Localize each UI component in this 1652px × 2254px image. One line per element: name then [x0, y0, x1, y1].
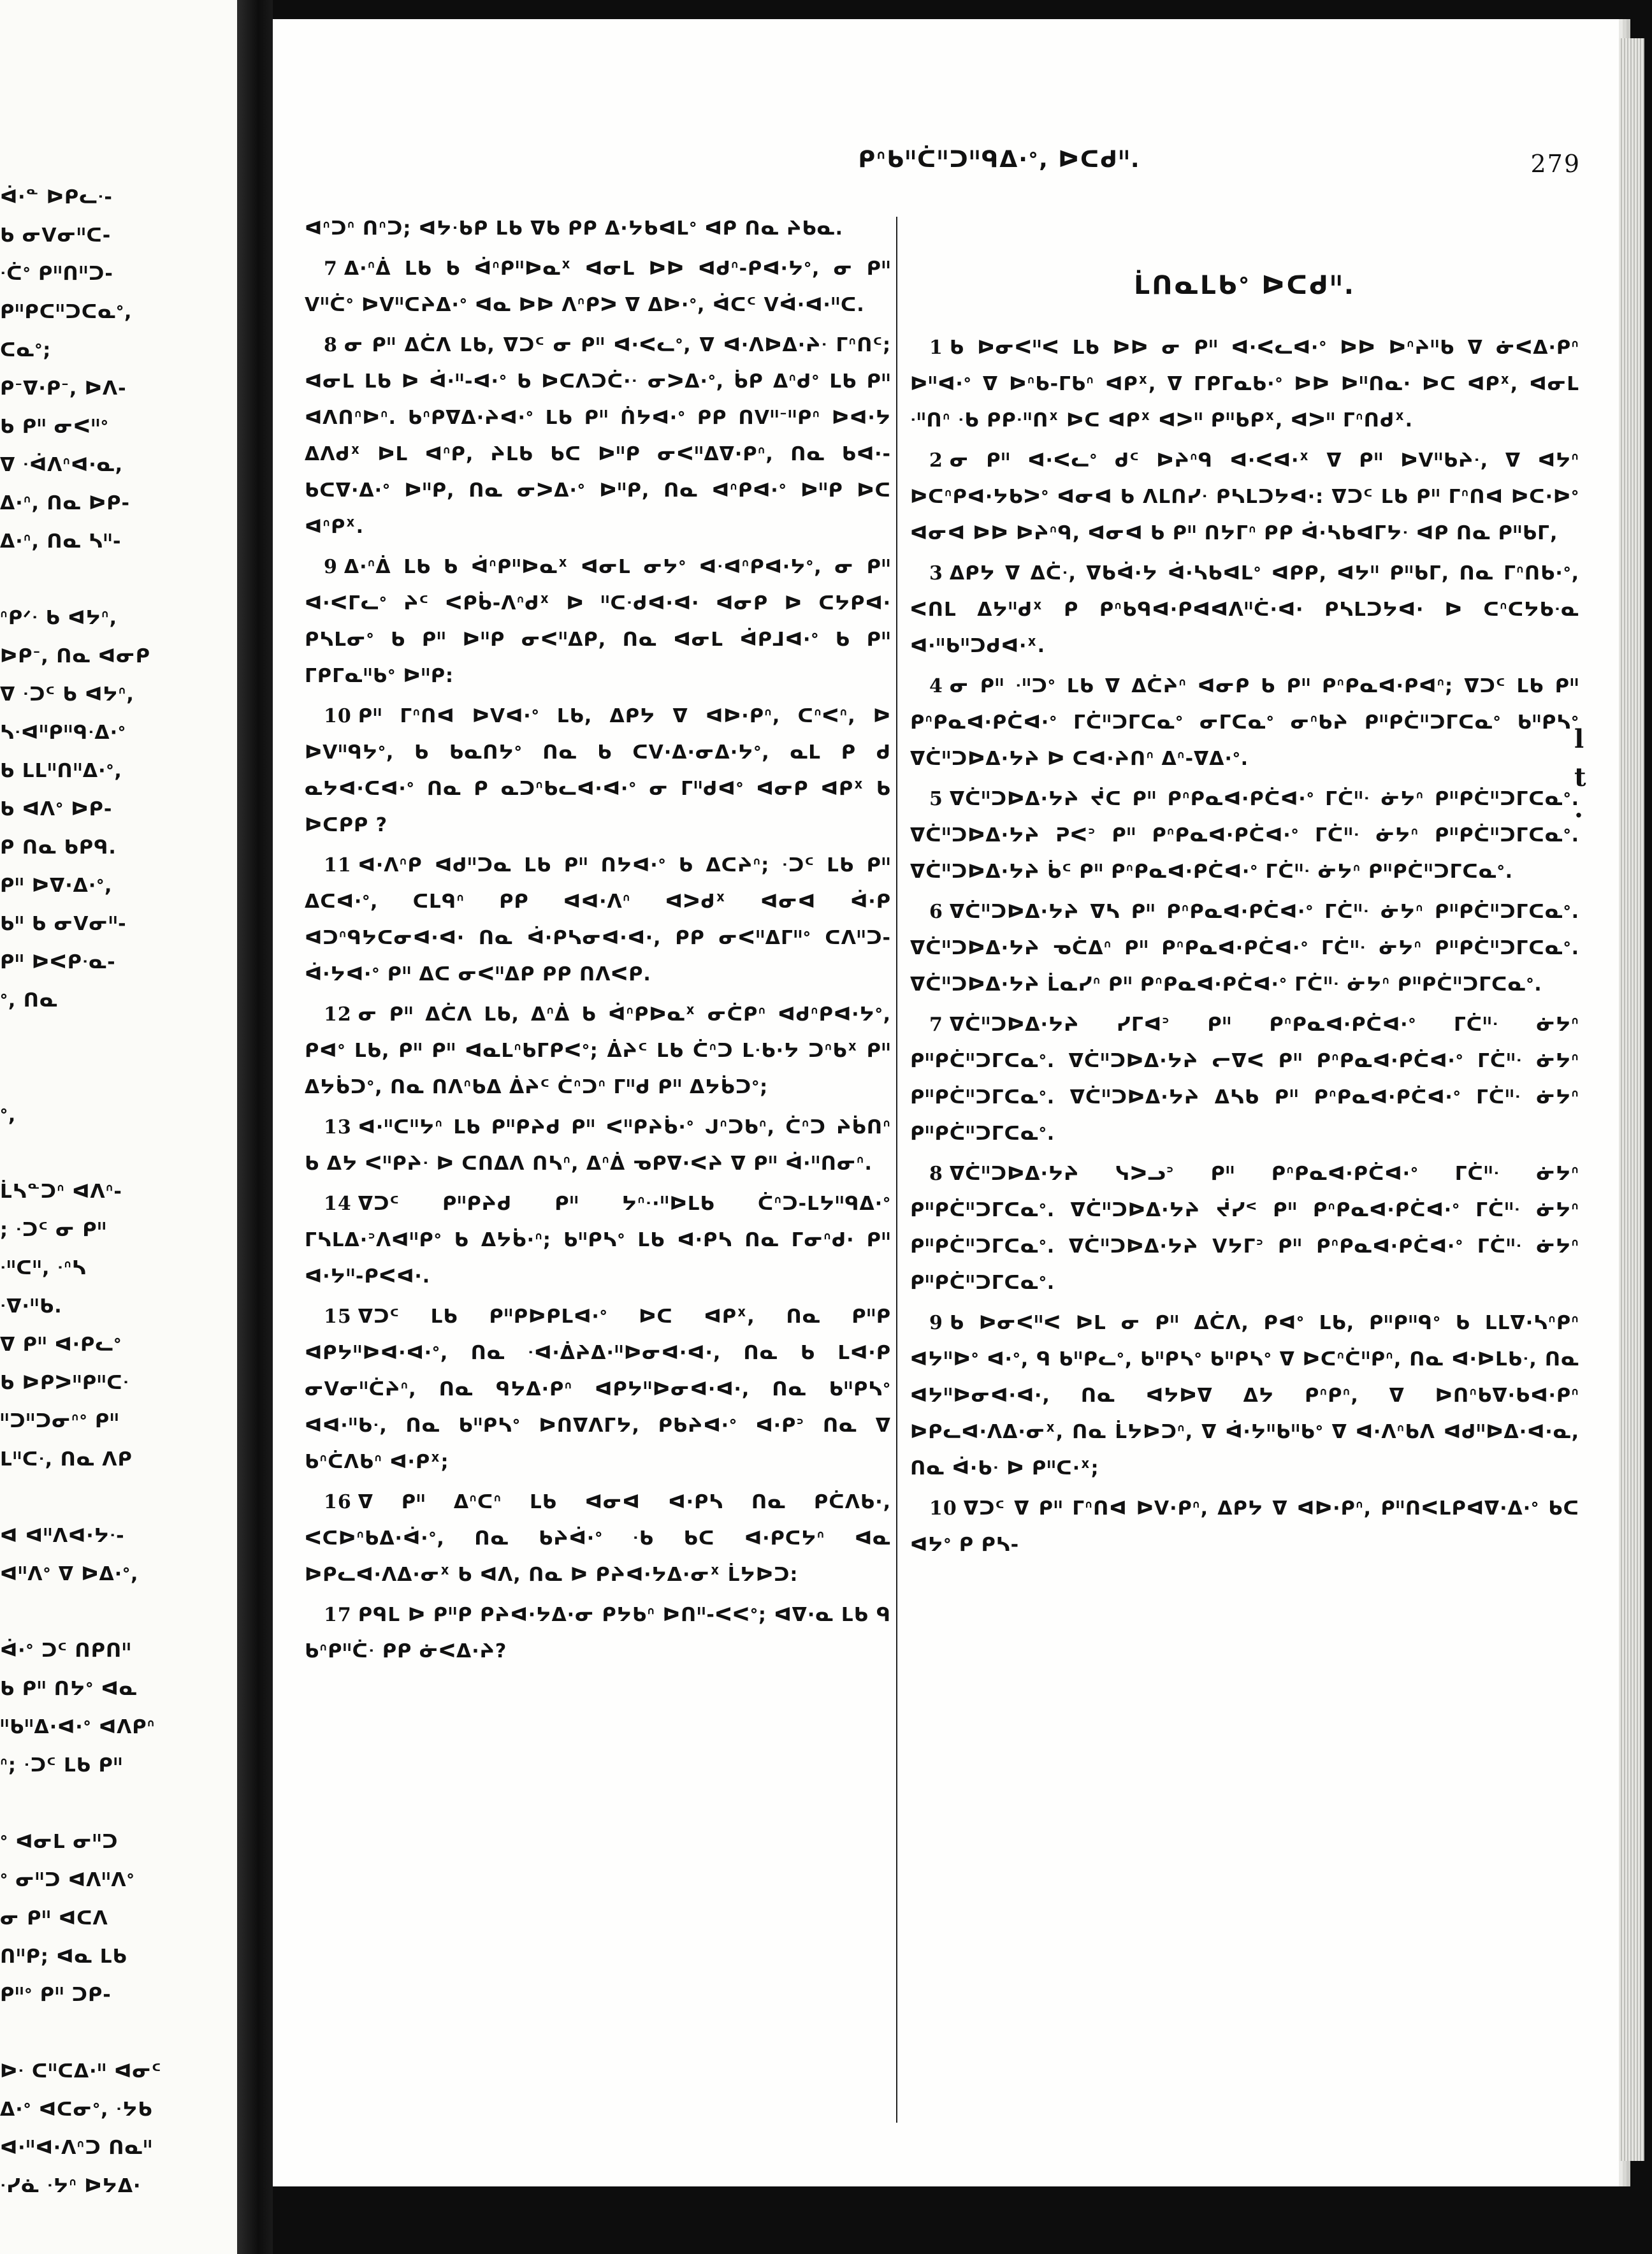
verse-text: ᐁᑖᐦᑐᐅᐃ·ᔭᔨ ᐁᓴ ᑭᐦ ᑭᐢᑭᓇᐊ·ᑭᑖᐊ·ᐤ ᒥᑖᐦᐧ ᓃᔭᐢ ᑭᐦᑭᑖᐦᑐᒥᑕᓇᐤ. ᐁᑖᐦᑐᐅᐃ·ᔭᔨ ᓀᑖᐃᐢ ᑭᐦ ᑭᐢᑭᓇᐊ·ᑭᑖᐊ·ᐤ ᒥᑖᐦᐧ ᓃᔭᐢ ᑭᐦᑭᑖᐦᑐᒥᑕᓇᐤ. ᐁᑖᐦᑐᐅᐃ·ᔭᔨ ᒫᓇᓯᐢ ᑭᐦ ᑭᐢᑭᓇᐊ·ᑭᑖᐊ·ᐤ ᒥᑖᐦᐧ ᓃᔭᐢ ᑭᐦᑭᑖᐦᑐᒥᑕᓇᐤ. — [910, 901, 1579, 996]
verse — [910, 781, 1579, 890]
facing-page-line — [0, 561, 237, 599]
facing-page-line: ᐁ ᑭᐦ ᐊ·ᑭᓚᐤ — [0, 1334, 122, 1356]
verse — [305, 1484, 891, 1593]
verse-number: 16 — [324, 1491, 352, 1513]
facing-page-line: ᐁ ᐧᐋᐱᐢᐊ·ᓇ, — [0, 454, 124, 476]
verse — [910, 1305, 1579, 1487]
facing-page-text — [0, 178, 237, 2206]
column-divider — [896, 217, 897, 2123]
facing-page-line: ᒫᓴᓐᑐᐢ ᐊᐱᐢ- — [0, 1181, 122, 1203]
verse — [305, 698, 891, 843]
verse-number: 11 — [324, 854, 352, 876]
verse — [910, 894, 1579, 1003]
facing-page-line: ᐅᐧ ᑕᐦᑕᐃ·ᐦ ᐊᓂᑦ — [0, 2060, 162, 2083]
verse-text: ᐃ·ᐢᐄ ᒪᑲ ᑲ ᐋᐢᑭᐦᐅᓇᕽ ᐊᓂᒪ ᐅᐅ ᐊᑯᐢ-ᑭᐊ·ᔭᐤ, ᓂ ᑭᐦ ᐯᐦᑖᐤ ᐅᐯᐦᑕᔨᐃ·ᐤ ᐊᓇ ᐅᐅ ᐱᐢᑭᐳ ᐁ ᐃᐅ·ᐤ, ᐋᑕᑦ ᐯᐋ·ᐊ·ᐦᑕ. — [305, 258, 891, 316]
verse-number: 1 — [929, 337, 943, 359]
facing-page-line: ᐤ ᐊᓂᒪ ᓂᐦᑐ — [0, 1831, 119, 1853]
verse-text: ᓂ ᑭᐦ ᐃᑖᐱ ᒪᑲ, ᐃᐢᐄ ᑲ ᐋᐢᑭᐅᓇᕽ ᓂᑖᑭᐢ ᐊᑯᐢᑭᐊ·ᔭᐤ, ᑭᐊᐤ ᒪᑲ, ᑭᐦ ᑭᐦ ᐊᓇᒪᐢᑲᒥᑭᐸᐤ; ᐄᔨᑦ ᒪᑲ ᑖᐢᑐ ᒪᐧᑲ·ᔭ ᑐᐢᑲᕽ ᑭᐦ ᐃᔭᑳᑐᐤ, ᑎᓇ ᑎᐱᐢᑲᐃ ᐄᔨᑦ ᑖᐢᑐᐢ ᒥᐦᑯ ᑭᐦ ᐃᔭᑳᑐᐤ; — [305, 1003, 891, 1098]
verse — [910, 1490, 1579, 1563]
verse-text: ᐁᑖᐦᑐᐅᐃ·ᔭᔨ ᓯᒥᐊᐣ ᑭᐦ ᑭᐢᑭᓇᐊ·ᑭᑖᐊ·ᐤ ᒥᑖᐦᐧ ᓃᔭᐢ ᑭᐦᑭᑖᐦᑐᒥᑕᓇᐤ. ᐁᑖᐦᑐᐅᐃ·ᔭᔨ ᓕᐁᐸ ᑭᐦ ᑭᐢᑭᓇᐊ·ᑭᑖᐊ·ᐤ ᒥᑖᐦᐧ ᓃᔭᐢ ᑭᐦᑭᑖᐦᑐᒥᑕᓇᐤ. ᐁᑖᐦᑐᐅᐃ·ᔭᔨ ᐃᓴᑲ ᑭᐦ ᑭᐢᑭᓇᐊ·ᑭᑖᐊ·ᐤ ᒥᑖᐦᐧ ᓃᔭᐢ ᑭᐦᑭᑖᐦᑐᒥᑕᓇᐤ. — [910, 1014, 1579, 1145]
margin-mark: l — [1574, 724, 1584, 754]
facing-page-line: ᑭᐦ ᐅᐸᑭᐧᓇ- — [0, 951, 116, 973]
right-verses — [910, 330, 1579, 1563]
verse-text: ᐁᑖᐦᑐᐅᐃ·ᔭᔨ ᓭᐳᓗᐣ ᑭᐦ ᑭᐢᑭᓇᐊ·ᑭᑖᐊ·ᐤ ᒥᑖᐦᐧ ᓃᔭᐢ ᑭᐦᑭᑖᐦᑐᒥᑕᓇᐤ. ᐁᑖᐦᑐᐅᐃ·ᔭᔨ ᔫᓯᑉ ᑭᐦ ᑭᐢᑭᓇᐊ·ᑭᑖᐊ·ᐤ ᒥᑖᐦᐧ ᓃᔭᐢ ᑭᐦᑭᑖᐦᑐᒥᑕᓇᐤ. ᐁᑖᐦᑐᐅᐃ·ᔭᔨ ᐯᔭᒥᐣ ᑭᐦ ᑭᐢᑭᓇᐊ·ᑭᑖᐊ·ᐤ ᒥᑖᐦᐧ ᓃᔭᐢ ᑭᐦᑭᑖᐦᑐᒥᑕᓇᐤ. — [910, 1163, 1579, 1294]
running-head: ᑭᐢᑲᐦᑖᐦᑐᐦᑫᐃ·ᐤ, ᐅᑕᑯᐦ. — [858, 147, 1141, 173]
verse-number: 2 — [929, 449, 943, 472]
verse-text: ᐊ·ᐦᑕᐦᔭᐢ ᒪᑲ ᑭᐦᑭᔨᑯ ᑭᐦ ᐸᐦᑭᔨᑳ·ᐤ ᒍᐢᑐᑲᐢ, ᑖᐢᑐ ᔨᑳᑎᐢ ᑲ ᐃᔭ ᐸᐦᑭᔨᐧ ᐅ ᑕᑎᐃᐱ ᑎᓴᐢ, ᐃᐢᐄ ᓀᑭᐁ·ᐸᔨ ᐁ ᑭᐦ ᐋ·ᐦᑎᓂᐢ. — [305, 1116, 891, 1175]
facing-page-line: ᐁ ᐧᑐᑦ ᑲ ᐊᔭᐢ, — [0, 683, 134, 706]
verse — [910, 1007, 1579, 1152]
verse-number: 13 — [324, 1116, 352, 1138]
facing-page-line: ᒪᐦᑕᐧ, ᑎᓇ ᐱᑭ — [0, 1448, 133, 1471]
facing-page-line: ᓴᐧᐊᐦᑭᐦᑫᐧᐃ·ᐤ — [0, 722, 126, 744]
verse-text: ᑭᑫᒪ ᐅ ᑭᐦᑭ ᑭᔨᐊ·ᔭᐃ·ᓂ ᑭᔭᑲᐢ ᐅᑎᐦ-ᐸᐸᐤ; ᐊᐁ·ᓇ ᒪᑲ ᑫ ᑲᐢᑭᐦᑖᐧ ᑭᑭ ᓃᐸᐃ·ᔨ? — [305, 1604, 891, 1662]
verse-number: 8 — [929, 1163, 943, 1185]
verse-text: ᑲ ᐅᓂᐸᐦᐸ ᒪᑲ ᐅᐅ ᓂ ᑭᐦ ᐊ·ᐸᓚᐊ·ᐤ ᐅᐅ ᐅᐢᔨᐦᑲ ᐁ ᓃᐸᐃ·ᑭᐢ ᐅᐦᐊ·ᐤ ᐁ ᐅᐢᑲ-ᒥᑲᐢ ᐊᑭᕽ, ᐁ ᒥᑭᒥᓇᑲ·ᐤ ᐅᐅ ᐅᐦᑎᓇ· ᐅᑕ ᐊᑭᕽ, ᐊᓂᒪ ᐧᐦᑎᐢ ᐧᑲ ᑭᑭᐧᐦᑎᕽ ᐅᑕ ᐊᑭᕽ ᐊᐳᐦ ᑭᐦᑲᑭᕽ, ᐊᐳᐦ ᒥᐢᑎᑯᕽ. — [910, 337, 1579, 432]
facing-page-line: ᐋ·ᓐ ᐅᑭᓚᐧ- — [0, 186, 113, 208]
verse-text: ᐊ·ᐱᐢᑭ ᐊᑯᐦᑐᓇ ᒪᑲ ᑭᐦ ᑎᔭᐊ·ᐤ ᑲ ᐃᑕᔨᐢ; ᐧᑐᑦ ᒪᑲ ᑭᐦ ᐃᑕᐊ·ᐤ, ᑕᒪᑫᐢ ᑭᑭ ᐊᐊ·ᐱᐢ ᐊᐳᑯᕽ ᐊᓂᐊ ᐋ·ᑭ ᐊᑐᐢᑫᔭᑕᓂᐊ·ᐊ· ᑎᓇ ᐋ·ᑭᓴᓂᐊ·ᐊ·, ᑭᑭ ᓂᐸᐦᐃᒥᐦᐤ ᑕᐱᐦᑐ-ᐋ·ᔭᐊ·ᐤ ᑭᐦ ᐃᑕ ᓂᐸᐦᐃᑭ ᑭᑭ ᑎᐱᐸᑭ. — [305, 854, 891, 985]
facing-page-line: ᐊ ᐊᐦᐱᐊ·ᔭᐧ- — [0, 1525, 125, 1547]
verse — [305, 210, 891, 247]
verse — [305, 996, 891, 1105]
facing-page-line: ᑭᐦᐤ ᑭᐦ ᑐᑭ- — [0, 1984, 112, 2006]
verse-text: ᓂ ᑭᐦ ᐃᑖᐱ ᒪᑲ, ᐁᑐᑦ ᓂ ᑭᐦ ᐊ·ᐸᓚᐤ, ᐁ ᐊ·ᐱᐅᐃ·ᔨᐧ ᒥᐢᑎᑦ; ᐊᓂᒪ ᒪᑲ ᐅ ᐋ·ᐦ-ᐊ·ᐤ ᑲ ᐅᑕᐱᑐᑖ·ᐧ ᓂᐳᐃ·ᐤ, ᑳᑭ ᐃᐢᑯᐤ ᒪᑲ ᑭᐦ ᐊᐱᑎᐢᐅᐢ. ᑲᐢᑭᐁᐃ·ᔨᐊ·ᐤ ᒪᑲ ᑭᐦ ᑏᔭᐊ·ᐤ ᑭᑭ ᑎᐯᐦᐨᐦᑭᐢ ᐅᐊ·ᔭ ᐃᐱᑯᕽ ᐅᒪ ᐊᐢᑭ, ᔨᒪᑲ ᑲᑕ ᐅᐦᑭ ᓂᐸᐦᐃᐁ·ᑭᐢ, ᑎᓇ ᑲᐊ·-ᑲᑕᐁ·ᐃ·ᐤ ᐅᐦᑭ, ᑎᓇ ᓂᐳᐃ·ᐤ ᐅᐦᑭ, ᑎᓇ ᐊᐢᑭᐊ·ᐤ ᐅᐦᑭ ᐅᑕ ᐊᐢᑭᕽ. — [305, 334, 891, 538]
verse-text: ᐁᑐᑦ ᒪᑲ ᑭᐦᑭᐅᑭᒪᐊ·ᐤ ᐅᑕ ᐊᑭᕽ, ᑎᓇ ᑭᐦᑭ ᐊᑭᔭᐦᐅᐊ·ᐊ·ᐤ, ᑎᓇ ᐧᐊ·ᐄᔨᐃ·ᐦᐅᓂᐊ·ᐊ·, ᑎᓇ ᑲ ᒪᐊ·ᑭ ᓂᐯᓂᐦᑖᔨᐢ, ᑎᓇ ᑫᔭᐃ·ᑭᐢ ᐊᑭᔭᐦᐅᓂᐊ·ᐊ·, ᑎᓇ ᑲᐦᑭᓴᐤ ᐊᐊ·ᐦᑲᐧ, ᑎᓇ ᑲᐦᑭᓴᐤ ᐅᑎᐁᐱᒥᔭ, ᑭᑲᔨᐊ·ᐤ ᐊ·ᑭᐣ ᑎᓇ ᐁ ᑲᐢᑖᐱᑲᐢ ᐊ·ᑭᕽ; — [305, 1305, 891, 1473]
verse — [305, 327, 891, 545]
facing-page-line: ᐤ, — [0, 1104, 17, 1126]
margin-mark: t — [1574, 762, 1586, 792]
book-page — [273, 19, 1619, 2186]
verse-number: 7 — [929, 1014, 943, 1036]
verse — [910, 668, 1579, 777]
facing-page-line: ᐊ·ᐦᐊ·ᐱᐢᑐ ᑎᓇᐦ — [0, 2137, 153, 2159]
facing-page-line — [0, 1135, 237, 1173]
facing-page-line: ᑭᐦᑭᑕᐦᑐᑕᓇᐤ, — [0, 301, 133, 323]
facing-page-line: ᑭᐨᐁ·ᑭᐨ, ᐅᐱ- — [0, 377, 127, 400]
verse-number: 4 — [929, 675, 943, 697]
verse — [305, 251, 891, 323]
verse — [305, 1186, 891, 1295]
page-edges — [1619, 38, 1644, 2161]
verse-number: 9 — [324, 556, 338, 578]
facing-page-line: ᐦᑲᐦᐃ·ᐊ·ᐤ ᐊᐱᑭᐢ — [0, 1716, 156, 1738]
facing-page-line: ᑲ ᐊᐱᐤ ᐅᑭ- — [0, 798, 113, 820]
verse — [305, 549, 891, 694]
facing-page-line: ᐧᐁ·ᐦᑲ. — [0, 1295, 62, 1318]
verse — [910, 555, 1579, 664]
facing-page-line: ᑲ ᐅᑭᐳᐦᑭᐦᑕᐧ — [0, 1372, 130, 1394]
right-column — [910, 210, 1579, 1567]
verse — [910, 1156, 1579, 1301]
verse-number: 15 — [324, 1305, 352, 1328]
verse-text: ᐊᐢᑐᐢ ᑎᐢᑐ; ᐊᔭᐧᑲᑭ ᒪᑲ ᐁᑲ ᑭᑭ ᐃ·ᔭᑲᐊᒪᐤ ᐊᑭ ᑎᓇ ᔨᑲᓇ. — [305, 217, 844, 240]
verse-number: 10 — [324, 705, 352, 727]
facing-page-line — [0, 2014, 237, 2053]
facing-page-line: ᐢᑭᐟᐧ ᑲ ᐊᔭᐢ, — [0, 607, 117, 629]
verse-text: ᑭᐦ ᒥᐢᑎᐊ ᐅᐯᐊ·ᐤ ᒪᑲ, ᐃᑭᔭ ᐁ ᐊᐅ·ᑭᐢ, ᑕᐢᐸᐢ, ᐅ ᐅᐯᐦᑫᔭᐤ, ᑲ ᑲᓇᑎᔭᐤ ᑎᓇ ᑲ ᑕᐯ·ᐃ·ᓂᐃ·ᔭᐤ, ᓇᒪ ᑭ ᑯ ᓇᔭᐊ·ᑕᐊ·ᐤ ᑎᓇ ᑭ ᓇᑐᐢᑲᓚᐊ·ᐊ·ᐤ ᓂ ᒥᐦᑯᐊᐤ ᐊᓂᑭ ᐊᑭᕽ ᑲ ᐅᑕᑭᑭ ? — [305, 705, 891, 836]
margin-marks — [1574, 720, 1619, 835]
facing-page-line: ᐧᑖᐤ ᑭᐦᑎᐦᑐ- — [0, 263, 113, 285]
facing-page-line: ᐃ·ᐢ, ᑎᓇ ᓴᐦ- — [0, 530, 122, 553]
verse-text: ᓂ ᑭᐦ ᐧᐦᑐᐤ ᒪᑲ ᐁ ᐃᑖᔨᐢ ᐊᓂᑭ ᑲ ᑭᐦ ᑭᐢᑭᓇᐊ·ᑭᐊᐢ; ᐁᑐᑦ ᒪᑲ ᑭᐦ ᑭᐢᑭᓇᐊ·ᑭᑖᐊ·ᐤ ᒥᑖᐦᑐᒥᑕᓇᐤ ᓂᒥᑕᓇᐤ ᓂᐢᑲᔨ ᑭᐦᑭᑖᐦᑐᒥᑕᓇᐤ ᑲᐦᑭᓴᐤ ᐁᑖᐦᑐᐅᐃ·ᔭᔨ ᐅ ᑕᐊ·ᔨᑎᐢ ᐃᐢ-ᐁᐃ·ᐤ. — [910, 675, 1579, 770]
verse-text: ᐁᑐᑦ ᑭᐦᑭᔨᑯ ᑭᐦ ᔭᐢᐧ·ᐦᐅᒪᑲ ᑖᐢᑐ-ᒪᔭᐦᑫᐃ·ᐤ ᒥᓴᒪᐃ·ᐣᐱᐊᐦᑭᐤ ᑲ ᐃᔭᑳ·ᐢ; ᑲᐦᑭᓴᐤ ᒪᑲ ᐊ·ᑭᓴ ᑎᓇ ᒥᓂᐢᑯ· ᑭᐦ ᐊ·ᔭᐦ-ᑭᐸᐊ·. — [305, 1193, 891, 1288]
verse-number: 17 — [324, 1604, 352, 1626]
facing-page-line: ᐊᐦᐱᐤ ᐁ ᐅᐃ·ᐤ, — [0, 1563, 139, 1585]
facing-page-line: ᑲ ᑭᐦ ᓂᐸᐦᐤ — [0, 416, 109, 438]
verse-number: 14 — [324, 1193, 352, 1215]
verse — [910, 442, 1579, 551]
verse — [305, 1597, 891, 1669]
verse-text: ᐁ ᑭᐦ ᐃᐢᑕᐢ ᒪᑲ ᐊᓂᐊ ᐊ·ᑭᓴ ᑎᓇ ᑭᑖᐱᑲ·, ᐸᑕᐅᐢᑲᐃ·ᐋ·ᐤ, ᑎᓇ ᑲᔨᐋ·ᐤ ᐧᑲ ᑲᑕ ᐊ·ᑭᑕᔭᐢ ᐊᓇ ᐅᑭᓚᐊ·ᐱᐃ·ᓂᕽ ᑲ ᐊᐱ, ᑎᓇ ᐅ ᑭᔨᐊ·ᔭᐃ·ᓂᕽ ᒫᔭᐅᑐ: — [305, 1491, 891, 1586]
facing-page-line: ᐢ; ᐧᑐᑦ ᒪᑲ ᑭᐦ — [0, 1754, 123, 1777]
facing-page-line: ᐧᓯᓈ ᐧᔭᐢ ᐅᔭᐃ· — [0, 2175, 141, 2197]
verse-number: 7 — [324, 258, 338, 280]
verse-text: ᓂ ᑭᐦ ᐊ·ᐸᓚᐤ ᑯᑦ ᐅᔨᐢᑫ ᐊ·ᐸᐊ·ᕽ ᐁ ᑭᐦ ᐅᐯᐦᑲᔨᐧ, ᐁ ᐊᔭᐢ ᐅᑕᐢᑭᐊ·ᔭᑲᐳᐤ ᐊᓂᐊ ᑲ ᐱᒪᑎᓯᐧ ᑭᓴᒪᑐᔭᐊ·: ᐁᑐᑦ ᒪᑲ ᑭᐦ ᒥᐢᑎᐊ ᐅᑕ·ᐅᐤ ᐊᓂᐊ ᐅᐅ ᐅᔨᐢᑫ, ᐊᓂᐊ ᑲ ᑭᐦ ᑎᔭᒥᐢ ᑭᑭ ᐋ·ᓴᑲᐊᒥᔭᐧ ᐊᑭ ᑎᓇ ᑭᐦᑲᒥ, — [910, 449, 1579, 544]
facing-page-line: ; ᐧᑐᑦ ᓂ ᑭᐦ — [0, 1219, 107, 1241]
verse-text: ᑲ ᐅᓂᐸᐦᐸ ᐅᒪ ᓂ ᑭᐦ ᐃᑖᐱ, ᑭᐊᐤ ᒪᑲ, ᑭᐦᑭᐦᑫᐤ ᑲ ᒪᒪᐁ·ᓴᐢᑭᐢ ᐊᔭᐦᐅᐤ ᐊ·ᐤ, ᑫ ᑲᐦᑭᓚᐤ, ᑲᐦᑭᓴᐤ ᑲᐦᑭᓴᐤ ᐁ ᐅᑕᐢᑖᐦᑭᐢ, ᑎᓇ ᐊ·ᐅᒪᑲᐧ, ᑎᓇ ᐊᔭᐦᐅᓂᐊ·ᐊ·, ᑎᓇ ᐊᔭᐅᐁ ᐃᔭ ᑭᐢᑭᐢ, ᐁ ᐅᑎᐢᑲᐁ·ᑲᐊ·ᑭᐢ ᐅᑭᓚᐊ·ᐱᐃ·ᓂᕽ, ᑎᓇ ᒫᔭᐅᑐᐢ, ᐁ ᐋ·ᔭᐦᑲᐦᑲᐤ ᐁ ᐊ·ᐱᐢᑲᐱ ᐊᑯᐦᐅᐃ·ᐊ·ᓇ, ᑎᓇ ᐋ·ᑲᐧ ᐅ ᑭᐦᑕ·ᕽ; — [910, 1312, 1579, 1480]
facing-page-line: ᑲ ᓂᐯᓂᐦᑕ- — [0, 224, 112, 247]
verse — [305, 1298, 891, 1480]
left-column — [305, 210, 891, 1673]
facing-page-line: ᑕᓇᐤ; — [0, 339, 52, 361]
facing-page-line: ᐦᑐᐦᑐᓂᐢᐤ ᑭᐦ — [0, 1410, 120, 1432]
facing-page-line: ᑲ ᒪᒪᐦᑎᐦᐃ·ᐤ, — [0, 760, 122, 782]
facing-page-line — [0, 1785, 237, 1823]
verse-text: ᐃᑭᔭ ᐁ ᐃᑖᐧ, ᐁᑲᐋ·ᔭ ᐋ·ᓴᑲᐊᒪᐤ ᐊᑭᑭ, ᐊᔭᐦ ᑭᐦᑲᒥ, ᑎᓇ ᒥᐢᑎᑲ·ᐤ, ᐸᑎᒪ ᐃᔭᐦᑯᕽ ᑭ ᑭᐢᑲᑫᐊ·ᑭᐊᐊᐱᐦᑖ·ᐊ· ᑭᓴᒪᑐᔭᐊ· ᐅ ᑕᐢᑕᔭᑲᐧᓇ ᐊ·ᐦᑲᐦᑐᑯᐊ·ᕽ. — [910, 562, 1579, 657]
facing-page-line: ᑭᐦ ᐅᐁ·ᐃ·ᐤ, — [0, 875, 113, 897]
chapter-heading: ᒫᑎᓇᒪᑲᐤ ᐅᑕᑯᐦ. — [1134, 271, 1356, 300]
verse-number: 12 — [324, 1003, 352, 1026]
verse — [910, 330, 1579, 439]
facing-page-line: ᐋ·ᐤ ᑐᑦ ᑎᑭᑎᐦ — [0, 1640, 132, 1662]
verse-number: 5 — [929, 788, 943, 810]
facing-page-line — [0, 1479, 237, 1517]
margin-mark: · — [1574, 801, 1583, 831]
book-gutter — [237, 0, 273, 2254]
facing-page-line: ᐤ ᓂᐦᑐ ᐊᐱᐦᐱᐤ — [0, 1869, 135, 1891]
facing-page-line — [0, 1058, 237, 1096]
verse-text: ᐃ·ᐢᐄ ᒪᑲ ᑲ ᐋᐢᑭᐦᐅᓇᕽ ᐊᓂᒪ ᓂᔭᐤ ᐊᐧᐊᐢᑭᐊ·ᔭᐤ, ᓂ ᑭᐦ ᐊ·ᐸᒥᓚᐤ ᔨᑦ ᐸᑭᑳ-ᐱᐢᑯᕽ ᐅ ᐦᑕᐧᑯᐊ·ᐊ· ᐊᓂᑭ ᐅ ᑕᔭᑭᐊ· ᑭᓴᒪᓂᐤ ᑲ ᑭᐦ ᐅᐦᑭ ᓂᐸᐦᐃᑭ, ᑎᓇ ᐊᓂᒪ ᐋᑭᒧᐊ·ᐤ ᑲ ᑭᐦ ᒥᑭᒥᓇᐦᑲᐤ ᐅᐦᑭ: — [305, 556, 891, 687]
verse-number: 10 — [929, 1497, 957, 1520]
verse — [305, 847, 891, 992]
page-number: 279 — [1530, 150, 1581, 178]
facing-page-line: ᐧᐦᑕᐦ, ᐧᐢᓴ — [0, 1257, 87, 1279]
facing-page-line: ᐤ, ᑎᓇ — [0, 989, 58, 1012]
facing-page-line: ᐅᑭᐨ, ᑎᓇ ᐊᓂᑭ — [0, 645, 150, 667]
facing-page-line: ᐃ·ᐤ ᐊᑕᓂᐤ, ᐧᔭᑲ — [0, 2098, 153, 2121]
facing-page-line — [0, 1594, 237, 1632]
verse-text: ᐁᑖᐦᑐᐅᐃ·ᔭᔨ ᔫᑕ ᑭᐦ ᑭᐢᑭᓇᐊ·ᑭᑖᐊ·ᐤ ᒥᑖᐦᐧ ᓃᔭᐢ ᑭᐦᑭᑖᐦᑐᒥᑕᓇᐤ. ᐁᑖᐦᑐᐅᐃ·ᔭᔨ ᕈᐸᐣ ᑭᐦ ᑭᐢᑭᓇᐊ·ᑭᑖᐊ·ᐤ ᒥᑖᐦᐧ ᓃᔭᐢ ᑭᐦᑭᑖᐦᑐᒥᑕᓇᐤ. ᐁᑖᐦᑐᐅᐃ·ᔭᔨ ᑳᑦ ᑭᐦ ᑭᐢᑭᓇᐊ·ᑭᑖᐊ·ᐤ ᒥᑖᐦᐧ ᓃᔭᐢ ᑭᐦᑭᑖᐦᑐᒥᑕᓇᐤ. — [910, 788, 1579, 883]
verse — [305, 1109, 891, 1182]
facing-page-left — [0, 0, 237, 2254]
facing-page-line: ᑲᐦ ᑲ ᓂᐯᓂᐦ- — [0, 913, 127, 935]
facing-page-line: ᓂ ᑭᐦ ᐊᑕᐱ — [0, 1907, 108, 1930]
facing-page-line — [0, 1020, 237, 1058]
verse-text: ᐁᑐᑦ ᐁ ᑭᐦ ᒥᐢᑎᐊ ᐅᐯ·ᑭᐢ, ᐃᑭᔭ ᐁ ᐊᐅ·ᑭᐢ, ᑭᐦᑎᐸᒪᑭᐊᐁ·ᐃ·ᐤ ᑲᑕ ᐊᔭᐤ ᑭ ᑭᓴ- — [910, 1497, 1579, 1556]
facing-page-line: ᑭ ᑎᓇ ᑲᑭᑫ. — [0, 836, 117, 859]
verse-number: 9 — [929, 1312, 943, 1334]
facing-page-line: ᐃ·ᐢ, ᑎᓇ ᐅᑭ- — [0, 492, 130, 514]
facing-page-line: ᑎᐦᑭ; ᐊᓇ ᒪᑲ — [0, 1945, 127, 1968]
facing-page-line: ᑲ ᑭᐦ ᑎᔭᐤ ᐊᓇ — [0, 1678, 138, 1700]
verse-number: 6 — [929, 901, 943, 923]
verse-number: 8 — [324, 334, 338, 356]
verse-number: 3 — [929, 562, 943, 585]
